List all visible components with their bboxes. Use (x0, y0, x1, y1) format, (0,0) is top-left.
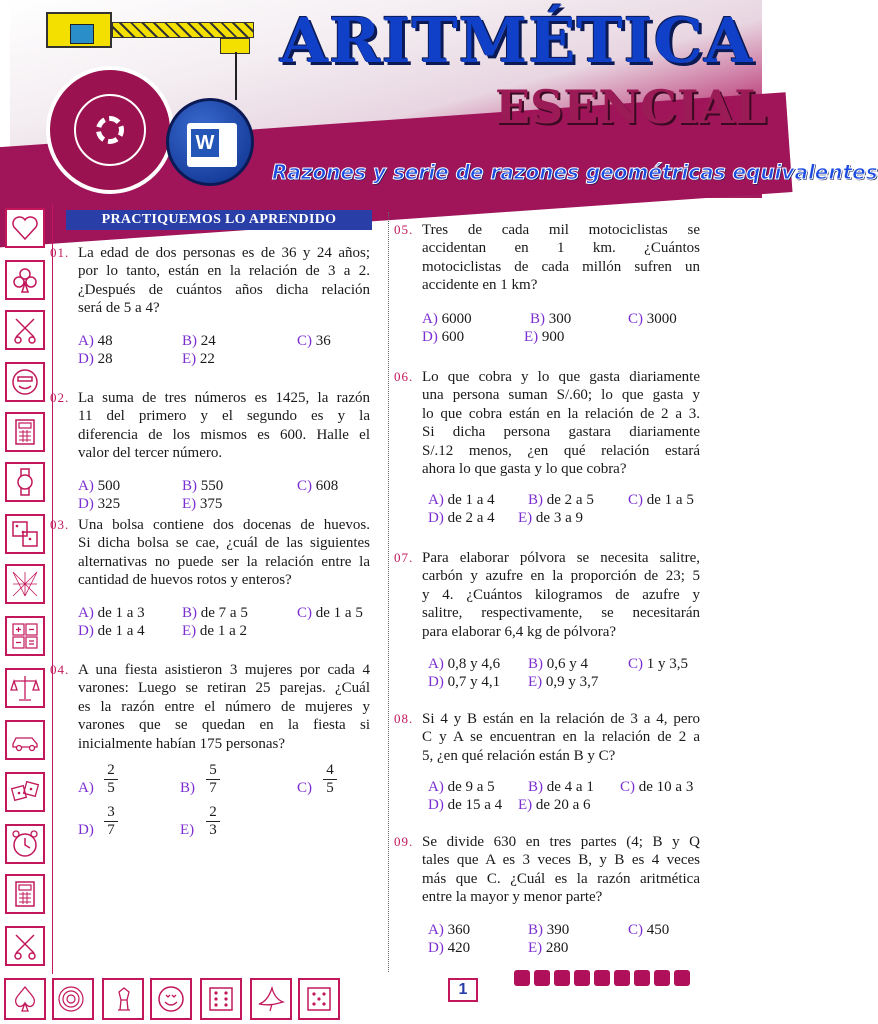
option-value: 0,6 y 4 (543, 656, 588, 672)
problem-text-line: salitre, respectivamente, se necesitarán (422, 605, 700, 622)
dice-six-icon (200, 978, 242, 1020)
fraction-denominator: 3 (209, 822, 217, 838)
fingerprint-icon (52, 978, 94, 1020)
problem-number: 09. (394, 834, 414, 849)
option-letter: D) (428, 510, 444, 526)
option-value: 500 (93, 478, 121, 494)
chess-icon (102, 978, 144, 1020)
fraction-numerator: 5 (206, 762, 220, 780)
dice-five-icon (298, 978, 340, 1020)
option-value: 0,8 y 4,6 (443, 656, 501, 672)
problem-text-line: 5, ¿en qué relación están B y C? (422, 747, 616, 764)
section-heading: PRACTIQUEMOS LO APRENDIDO (66, 210, 372, 230)
problem-text-line: ¿Después de cuántos años dicha relación (78, 281, 370, 298)
answer-option[interactable] (78, 804, 115, 838)
problem-text-line: Para elaborar pólvora se necesita salitre, (422, 550, 700, 566)
answer-option[interactable] (530, 311, 571, 328)
option-letter: A) (428, 656, 444, 672)
fraction-numerator: 3 (104, 804, 118, 822)
option-value: 24 (197, 333, 216, 349)
answer-option[interactable] (182, 351, 215, 368)
word-doc-sheet (187, 123, 237, 167)
option-letter: B) (182, 333, 197, 349)
option-value: de 1 a 2 (196, 623, 247, 639)
problem-text-line: 11 del primero y el segundo es y la (78, 408, 370, 425)
option-letter: E) (528, 940, 543, 956)
option-letter: A) (78, 478, 94, 494)
problem-text-line: será de 5 a 4? (78, 300, 160, 317)
option-letter: E) (524, 329, 539, 345)
answer-option[interactable] (78, 623, 145, 640)
header-banner (10, 0, 878, 198)
answer-option[interactable] (528, 492, 594, 509)
problem-text-line: por lo tanto, están en la relación de 3 a 2. (78, 263, 370, 280)
answer-option[interactable] (628, 656, 688, 673)
option-letter: E) (518, 797, 533, 813)
calculator-icon (5, 412, 45, 452)
option-value: 6000 (437, 311, 472, 327)
clock-icon (5, 824, 45, 864)
problem-text-line: Si 4 y B están en la relación de 3 a 4, pero (422, 711, 700, 727)
dice-pair-icon (5, 772, 45, 812)
answer-option[interactable] (428, 492, 495, 509)
option-value: de 1 a 5 (643, 492, 694, 508)
dot (634, 970, 650, 986)
answer-option[interactable] (78, 605, 145, 622)
option-letter: A) (428, 492, 444, 508)
answer-option[interactable] (620, 779, 693, 796)
option-value: 280 (542, 940, 569, 956)
fraction-denominator: 7 (107, 822, 115, 838)
option-letter: D) (78, 623, 94, 639)
option-value: 550 (197, 478, 224, 494)
problem-text-line: inicialmente habían 175 personas? (78, 735, 286, 752)
option-value: de 9 a 5 (443, 779, 495, 795)
option-letter: D) (78, 822, 94, 838)
problem-text-line: varones: Luego se retiran 25 parejas. ¿Cuál (78, 680, 370, 697)
heart-eyes-icon (150, 978, 192, 1020)
problem-text-line: Tres de cada mil motociclistas se (422, 222, 700, 238)
operations-icon (5, 616, 45, 656)
problem-text-line: Lo que cobra y lo que gasta diariamente (422, 369, 700, 385)
fraction-numerator: 2 (206, 804, 220, 822)
problem-text-line: accidentan en 1 km. ¿Cuántos (422, 240, 700, 257)
fraction-denominator: 7 (209, 780, 217, 796)
word-icon (166, 98, 254, 186)
crane-arm (112, 22, 254, 38)
answer-option[interactable] (518, 797, 591, 814)
problem-text-line: Se divide 630 en tres partes (4; B y Q (422, 834, 700, 850)
problem-text-line: accidente en 1 km? (422, 277, 538, 294)
option-value: 390 (543, 922, 570, 938)
string-art-icon (5, 564, 45, 604)
problem-text-line: y 4. ¿Cuántos kilogramos de azufre y (422, 586, 700, 603)
club-icon (5, 260, 45, 300)
option-value: de 10 a 3 (635, 779, 694, 795)
answer-option[interactable] (422, 329, 464, 346)
watch-icon (5, 462, 45, 502)
option-letter: E) (182, 623, 197, 639)
scissors-icon (5, 310, 45, 350)
option-value: 0,7 y 4,1 (443, 674, 501, 690)
option-value: de 4 a 1 (543, 779, 594, 795)
fraction-numerator: 4 (323, 762, 337, 780)
option-value: 1 y 3,5 (643, 656, 688, 672)
option-letter: A) (428, 779, 444, 795)
problem-text-line: Si dicha persona gastara diariamente (422, 424, 700, 441)
answer-option[interactable] (428, 779, 495, 796)
option-value: de 7 a 5 (197, 605, 248, 621)
option-letter: C) (297, 605, 312, 621)
option-value: 22 (196, 351, 215, 367)
problem-number: 05. (394, 222, 414, 237)
problem-text-line: La edad de dos personas es de 36 y 24 años; (78, 245, 370, 261)
answer-option[interactable] (78, 333, 113, 350)
heart-icon (5, 208, 45, 248)
answer-option[interactable] (524, 329, 564, 346)
option-letter: E) (182, 496, 197, 512)
problem-text-line: cantidad de huevos rotos y enteros? (78, 572, 292, 589)
spade-icon (4, 978, 46, 1020)
answer-option[interactable] (528, 779, 594, 796)
option-letter: B) (180, 780, 195, 796)
option-letter: C) (620, 779, 635, 795)
option-value: 28 (93, 351, 113, 367)
option-value: 360 (443, 922, 471, 938)
option-letter: B) (528, 656, 543, 672)
problem-text-line: Una bolsa contiene dos docenas de huevos. (78, 517, 370, 533)
answer-option[interactable] (428, 797, 502, 814)
option-letter: E) (518, 510, 533, 526)
option-letter: D) (428, 674, 444, 690)
answer-option[interactable] (182, 605, 248, 622)
fraction-numerator: 2 (104, 762, 118, 780)
option-value: de 2 a 5 (543, 492, 594, 508)
option-value: 450 (643, 922, 670, 938)
problem-text-line: lo que cobra están en la relación de 2 a 3. (422, 405, 700, 422)
answer-option[interactable] (78, 496, 120, 513)
option-letter: D) (78, 351, 94, 367)
seal-inner-ring (74, 94, 146, 166)
option-fraction (104, 762, 118, 797)
option-letter: C) (628, 492, 643, 508)
option-value: de 15 a 4 (443, 797, 503, 813)
answer-option[interactable] (628, 922, 669, 939)
problem-text-line: es la razón entre el número de mujeres y (78, 698, 370, 715)
option-value: 0,9 y 3,7 (542, 674, 599, 690)
answer-option[interactable] (528, 674, 598, 691)
problem-number: 08. (394, 711, 414, 726)
problem-number: 06. (394, 369, 414, 384)
answer-option[interactable] (528, 922, 569, 939)
option-value: 3000 (643, 311, 677, 327)
scissors-icon-2 (5, 926, 45, 966)
answer-option[interactable] (78, 351, 113, 368)
option-letter: A) (78, 605, 94, 621)
answer-option[interactable] (180, 762, 217, 796)
option-value: 48 (93, 333, 113, 349)
option-value: 600 (437, 329, 465, 345)
option-fraction (323, 762, 337, 797)
option-letter: C) (628, 922, 643, 938)
problem-text-line: varones que se quedan en la fiesta si (78, 717, 370, 734)
answer-option[interactable] (297, 333, 331, 350)
answer-option[interactable] (528, 656, 588, 673)
option-letter: D) (422, 329, 438, 345)
answer-option[interactable] (182, 333, 216, 350)
option-letter: B) (182, 605, 197, 621)
option-fraction (206, 762, 220, 797)
word-letter: W (191, 129, 219, 157)
option-value: 420 (443, 940, 471, 956)
option-letter: C) (297, 780, 312, 796)
calculator-icon-2 (5, 874, 45, 914)
problem-text-line: A una fiesta asistieron 3 mujeres por cada 4 (78, 662, 370, 678)
fraction-denominator: 5 (326, 780, 334, 796)
problem-text-line: Si dicha bolsa se cae, ¿cuál de las siguientes (78, 535, 370, 552)
scale-icon (5, 668, 45, 708)
option-letter: A) (78, 333, 94, 349)
problem-text-line: ahora lo que gasta y lo que cobra? (422, 461, 627, 477)
university-seal (46, 66, 174, 194)
option-value: de 3 a 9 (532, 510, 583, 526)
option-letter: B) (528, 922, 543, 938)
problem-text-line: una persona suman S/.60; lo que gasta y (422, 387, 700, 404)
bottom-icon-strip (0, 974, 768, 1024)
car-icon (5, 720, 45, 760)
option-value: 608 (312, 478, 339, 494)
option-value: de 2 a 4 (443, 510, 495, 526)
dot (514, 970, 530, 986)
answer-option[interactable] (428, 510, 495, 527)
problem-text-line: C y A se encuentran en la relación de 2 a (422, 729, 700, 746)
left-icon-strip (0, 204, 50, 1024)
option-letter: E) (180, 822, 195, 838)
option-value: de 1 a 3 (93, 605, 145, 621)
problem-number: 04. (50, 662, 70, 677)
option-letter: E) (182, 351, 197, 367)
answer-option[interactable] (428, 656, 500, 673)
option-letter: C) (297, 478, 312, 494)
option-letter: C) (297, 333, 312, 349)
dot (574, 970, 590, 986)
topic-title: Razones y serie de razones geométricas equivalentes (272, 160, 878, 184)
gear-icon (96, 116, 124, 144)
option-letter: C) (628, 311, 643, 327)
option-value: de 1 a 4 (443, 492, 495, 508)
option-fraction (104, 804, 118, 839)
option-value: 325 (93, 496, 121, 512)
page-title: ARITMÉTICA (280, 4, 754, 77)
option-letter: B) (528, 492, 543, 508)
page-subtitle: ESENCIAL (495, 80, 767, 134)
option-value: 900 (538, 329, 565, 345)
problem-number: 02. (50, 390, 70, 405)
dice-icon (5, 514, 45, 554)
option-value: de 20 a 6 (532, 797, 591, 813)
answer-option[interactable] (528, 940, 568, 957)
answer-option[interactable] (428, 940, 470, 957)
column-divider (388, 212, 389, 972)
bird-icon (250, 978, 292, 1020)
answer-option[interactable] (182, 496, 222, 513)
option-letter: A) (78, 780, 94, 796)
answer-option[interactable] (78, 478, 120, 495)
problem-text-line: S/.12 menos, ¿en qué relación estará (422, 442, 700, 459)
option-letter: C) (628, 656, 643, 672)
crane-cab (46, 12, 112, 48)
dot (534, 970, 550, 986)
option-letter: D) (78, 496, 94, 512)
problem-text-line: diferencia de los mismos es 600. Halle el (78, 426, 370, 443)
option-letter: A) (422, 311, 438, 327)
problem-text-line: entre la mayor y menor parte? (422, 889, 603, 906)
answer-option[interactable] (180, 804, 217, 838)
answer-option[interactable] (428, 674, 500, 691)
option-letter: D) (428, 940, 444, 956)
option-letter: A) (428, 922, 444, 938)
problem-text-line: valor del tercer número. (78, 445, 223, 462)
crane-rope (235, 52, 237, 100)
option-letter: B) (528, 779, 543, 795)
option-value: 300 (545, 311, 572, 327)
answer-option[interactable] (518, 510, 583, 527)
option-letter: D) (428, 797, 444, 813)
option-letter: B) (182, 478, 197, 494)
option-value: de 1 a 5 (312, 605, 363, 621)
answer-option[interactable] (422, 311, 472, 328)
answer-option[interactable] (182, 623, 247, 640)
problem-text-line: motociclistas de cada millón sufren un (422, 258, 700, 275)
dot (614, 970, 630, 986)
dot (594, 970, 610, 986)
answer-option[interactable] (628, 311, 677, 328)
answer-option[interactable] (297, 762, 334, 796)
answer-option[interactable] (297, 478, 338, 495)
crane-graphic (34, 8, 254, 48)
option-letter: E) (528, 674, 543, 690)
problem-number: 01. (50, 245, 70, 260)
crane-window (70, 24, 94, 44)
problem-text-line: carbón y azufre en la proporción de 23; 5 (422, 568, 700, 585)
answer-option[interactable] (628, 492, 694, 509)
option-letter: B) (530, 311, 545, 327)
problem-number: 03. (50, 517, 70, 532)
option-value: 36 (312, 333, 331, 349)
dot (654, 970, 670, 986)
problem-number: 07. (394, 550, 414, 565)
problem-text-line: más que C. ¿Cuál es la razón aritmética (422, 870, 700, 887)
dot (674, 970, 690, 986)
answer-option[interactable] (78, 762, 115, 796)
answer-option[interactable] (297, 605, 363, 622)
left-strip-border (52, 204, 53, 974)
answer-option[interactable] (428, 922, 470, 939)
problem-text-line: para elaborar 6,4 kg de pólvora? (422, 623, 617, 640)
option-value: de 1 a 4 (93, 623, 145, 639)
page-number: 1 (448, 978, 478, 1002)
fraction-denominator: 5 (107, 780, 115, 796)
problem-text-line: alternativas no puede ser la relación entre la (78, 553, 370, 570)
option-value: 375 (196, 496, 223, 512)
problem-text-line: tales que A es 3 veces B, y B es 4 veces (422, 852, 700, 869)
problem-text-line: La suma de tres números es 1425, la razón (78, 390, 370, 406)
dot (554, 970, 570, 986)
option-fraction (206, 804, 220, 839)
smiley-icon (5, 362, 45, 402)
answer-option[interactable] (182, 478, 223, 495)
